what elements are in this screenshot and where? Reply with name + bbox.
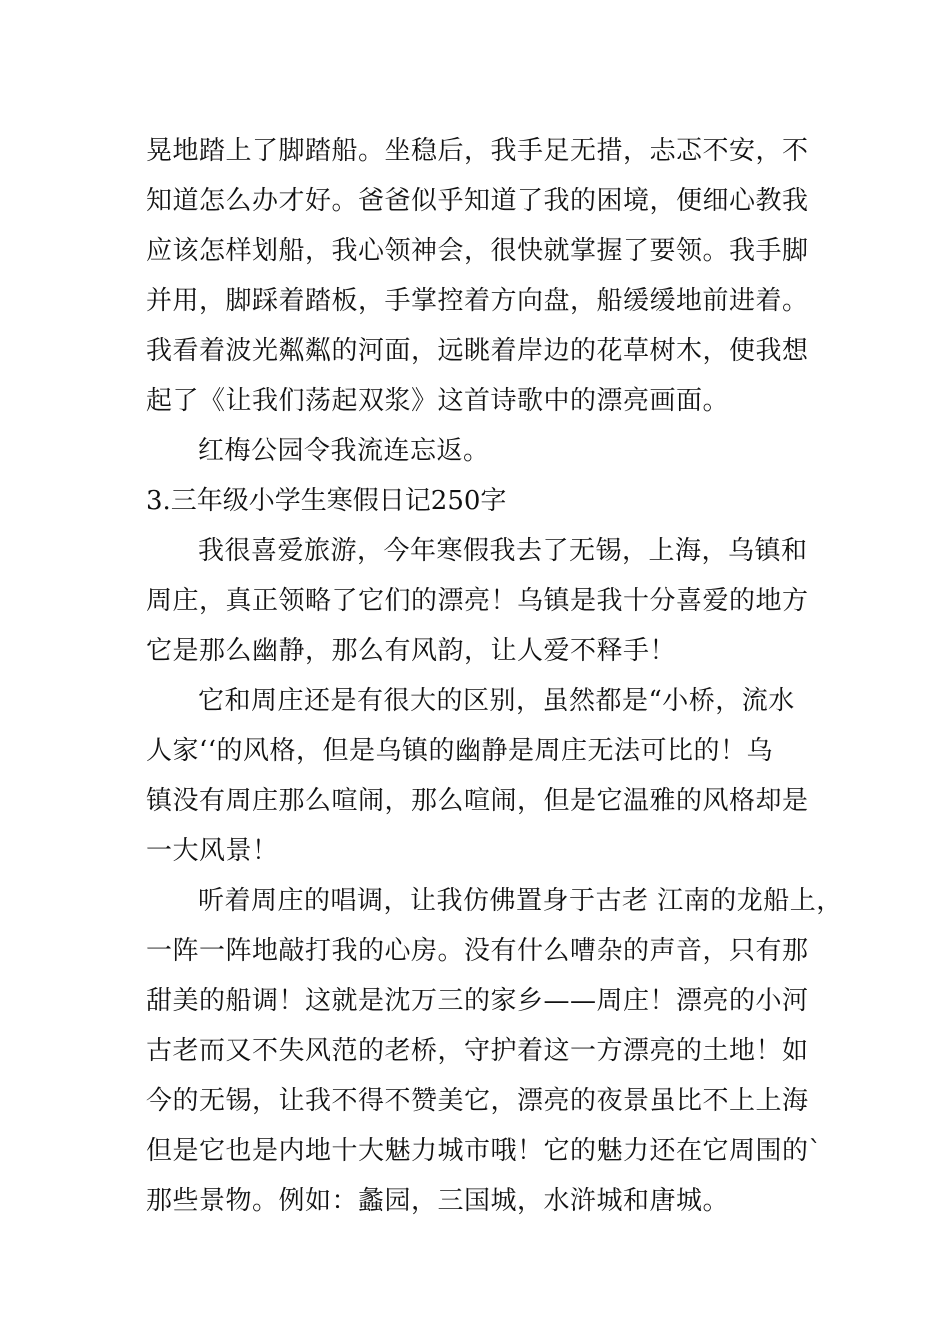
text-line: 听着周庄的唱调，让我仿佛置身于古老 江南的龙船上，	[198, 886, 843, 916]
text-line: 并用，脚踩着踏板，手掌控着方向盘，船缓缓地前进着。	[146, 286, 809, 316]
text-line: 我看着波光粼粼的河面，远眺着岸边的花草树木，使我想	[146, 336, 809, 366]
text-line: 应该怎样划船，我心领神会，很快就掌握了要领。我手脚	[146, 236, 809, 266]
text-line: 它和周庄还是有很大的区别，虽然都是“小桥，流水	[198, 686, 795, 716]
text-line: 我很喜爱旅游，今年寒假我去了无锡，上海，乌镇和	[198, 536, 808, 566]
section-heading: 3.三年级小学生寒假日记250字	[146, 486, 507, 516]
text-line: 但是它也是内地十大魅力城市哦！它的魅力还在它周围的`	[146, 1136, 823, 1166]
closing-line: 红梅公园令我流连忘返。	[198, 436, 490, 466]
document-body	[146, 126, 846, 1226]
text-line: 古老而又不失风范的老桥，守护着这一方漂亮的土地！如	[146, 1036, 809, 1066]
text-line: 周庄，真正领略了它们的漂亮！乌镇是我十分喜爱的地方	[146, 586, 809, 616]
text-line: 镇没有周庄那么喧闹，那么喧闹，但是它温雅的风格却是	[146, 786, 809, 816]
text-line: 一阵一阵地敲打我的心房。没有什么嘈杂的声音，只有那	[146, 936, 809, 966]
text-line: 人家‘‘的风格，但是乌镇的幽静是周庄无法可比的！乌	[146, 736, 774, 766]
text-line: 起了《让我们荡起双浆》这首诗歌中的漂亮画面。	[146, 386, 730, 416]
text-line: 一大风景！	[146, 836, 279, 866]
text-line: 它是那么幽静，那么有风韵，让人爱不释手！	[146, 636, 677, 666]
text-line: 那些景物。例如：蠡园，三国城，水浒城和唐城。	[146, 1186, 730, 1216]
text-line: 晃地踏上了脚踏船。坐稳后，我手足无措，忐忑不安，不	[146, 136, 809, 166]
text-line: 今的无锡，让我不得不赞美它，漂亮的夜景虽比不上上海	[146, 1086, 809, 1116]
text-line: 甜美的船调！这就是沈万三的家乡——周庄！漂亮的小河	[146, 986, 809, 1016]
text-line: 知道怎么办才好。爸爸似乎知道了我的困境，便细心教我	[146, 186, 809, 216]
